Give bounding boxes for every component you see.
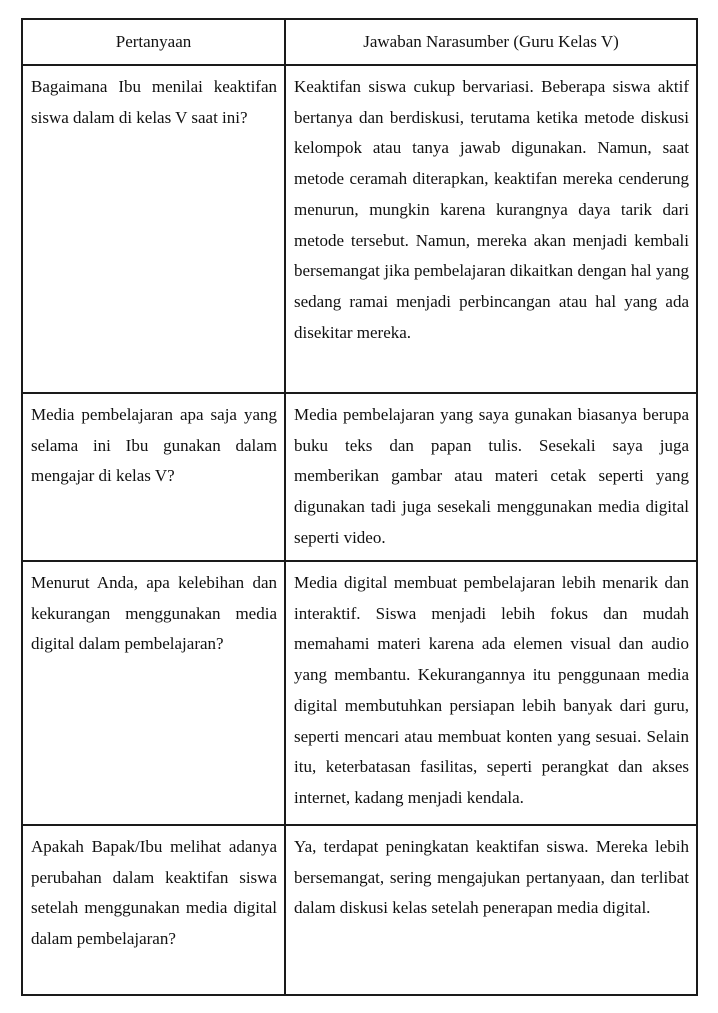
table-row [22, 825, 697, 995]
answer-text: Keaktifan siswa cukup bervariasi. Beberapa siswa aktif bertanya dan berdiskusi, terutama ketika metode diskusi kelompok atau tanya jawab digunakan. Namun, saat metode ceramah diterapkan, keaktifan mereka cenderung menurun, mungkin karena kurangnya daya tarik dari metode tersebut. Namun, mereka akan menjadi kembali bersemangat jika pembelajaran dikaitkan dengan hal yang sedang ramai menjadi perbincangan atau hal yang ada disekitar mereka. [294, 77, 689, 342]
question-cell [22, 65, 285, 393]
table-row [22, 65, 697, 393]
header-row [22, 19, 697, 65]
answer-cell [285, 561, 697, 825]
answer-cell [285, 65, 697, 393]
question-text: Apakah Bapak/Ibu melihat adanya perubahan dalam keaktifan siswa setelah menggunakan media digital dalam pembelajaran? [31, 837, 277, 949]
question-text: Media pembelajaran apa saja yang selama ini Ibu gunakan dalam mengajar di kelas V? [31, 405, 277, 486]
table-row [22, 393, 697, 561]
answer-column-header: Jawaban Narasumber (Guru Kelas V) [285, 19, 697, 65]
question-cell [22, 393, 285, 561]
question-cell [22, 561, 285, 825]
answer-text: Media pembelajaran yang saya gunakan biasanya berupa buku teks dan papan tulis. Sesekali saya juga memberikan gambar atau materi cetak seperti yang digunakan tadi juga sesekali menggunakan media digital seperti video. [294, 405, 689, 547]
question-column-header: Pertanyaan [22, 19, 285, 65]
question-text: Menurut Anda, apa kelebihan dan kekurangan menggunakan media digital dalam pembelajaran? [31, 573, 277, 654]
question-text: Bagaimana Ibu menilai keaktifan siswa dalam di kelas V saat ini? [31, 77, 277, 127]
answer-text: Ya, terdapat peningkatan keaktifan siswa. Mereka lebih bersemangat, sering mengajukan pertanyaan, dan terlibat dalam diskusi kelas setelah penerapan media digital. [294, 837, 689, 918]
answer-text: Media digital membuat pembelajaran lebih menarik dan interaktif. Siswa menjadi lebih fokus dan mudah memahami materi karena ada elemen visual dan audio yang membantu. Kekurangannya itu penggunaan media digital membutuhkan persiapan lebih banyak dari guru, seperti mencari atau membuat konten yang sesuai. Selain itu, keterbatasan fasilitas, seperti perangkat dan akses internet, kadang menjadi kendala. [294, 573, 689, 807]
table-row [22, 561, 697, 825]
question-cell [22, 825, 285, 995]
answer-cell [285, 825, 697, 995]
answer-cell [285, 393, 697, 561]
interview-table [21, 18, 698, 996]
